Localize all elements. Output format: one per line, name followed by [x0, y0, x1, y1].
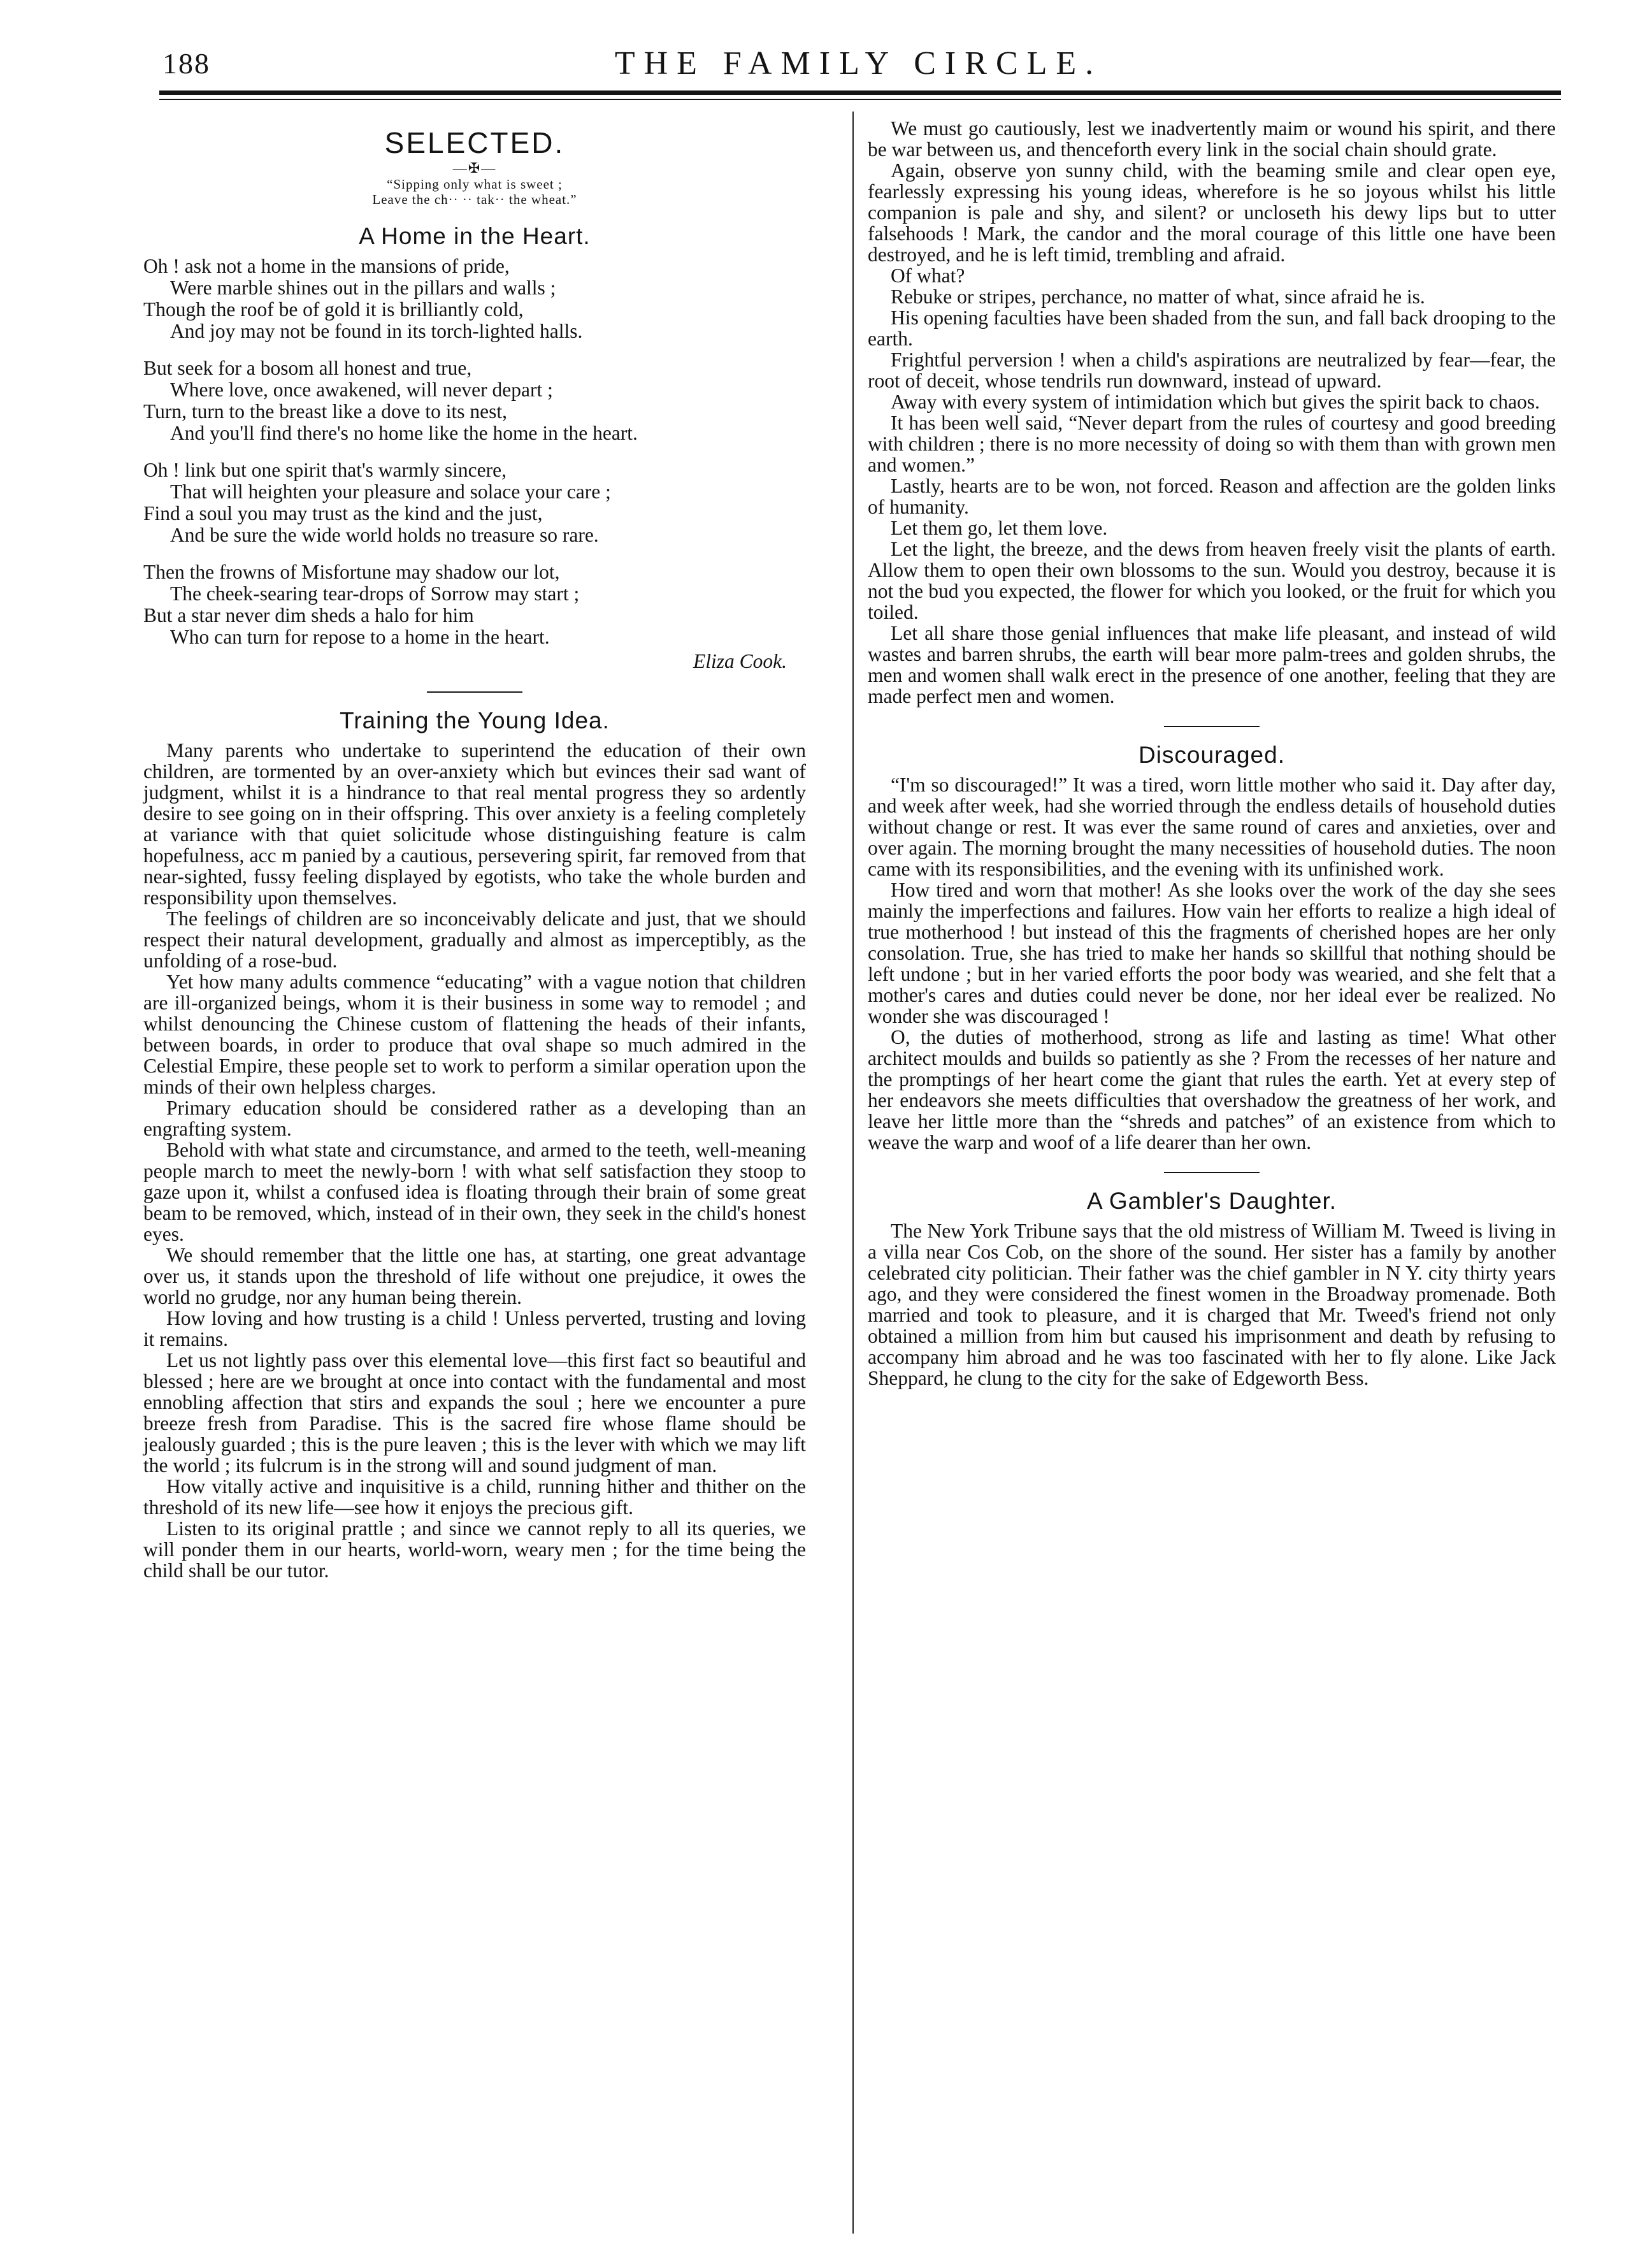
paragraph: Again, observe yon sunny child, with the beaming smile and clear open eye, fearlessly expressing his young ideas, wherefore is he so joyous whilst his little companion is pale and shy, and silent? or uncloseth his dewy lips but to utter falsehoods ! Mark, the candor and the moral courage of this little one have been destroyed, and he is left timid, trembling and afraid.: [868, 159, 1556, 266]
training-body: [143, 740, 806, 1581]
verse-line: Oh ! ask not a home in the mansions of pride,: [143, 255, 510, 277]
verse-line: Then the frowns of Misfortune may shadow our lot,: [143, 561, 560, 583]
discouraged-title: Discouraged.: [1138, 742, 1285, 768]
header-rule-thin: [159, 99, 1561, 100]
discouraged-body: [868, 774, 1556, 1153]
training-continued: [868, 118, 1556, 707]
verse-line: Oh ! link but one spirit that's warmly sincere,: [143, 459, 506, 481]
paragraph: Many parents who undertake to superintend the education of their own children, are tormented by an over-anxiety which but evinces their sad want of judgment, whilst it is a hindrance to that real mental progress they so ardently desire to see going on in their offspring. This over anxiety is a feeling completely at variance with that quiet solicitude whose distinguishing feature is calm hopefulness, acc m panied by a cautious, persevering spirit, far removed from that near-sighted, fussy feeling displayed by egotists, who take the whole burden and responsibility upon themselves.: [143, 739, 806, 909]
article-separator: [1164, 726, 1260, 727]
paragraph: The feelings of children are so inconceivably delicate and just, that we should respect their natural development, gradually and almost as imperceptibly, as the unfolding of a rose-bud.: [143, 907, 806, 972]
poem: [143, 256, 806, 672]
verse-line: Where love, once awakened, will never depart ;: [170, 379, 553, 401]
verse-line: Though the roof be of gold it is brilliantly cold,: [143, 298, 524, 321]
poem-title: A Home in the Heart.: [359, 223, 591, 249]
verse-line: Turn, turn to the breast like a dove to its nest,: [143, 400, 508, 423]
page-header: [162, 45, 1555, 89]
verse-line: That will heighten your pleasure and solace your care ;: [170, 480, 611, 503]
verse-line: Find a soul you may trust as the kind and the just,: [143, 502, 543, 524]
paragraph: Behold with what state and circumstance, and armed to the teeth, well-meaning people march to meet the newly-born ! with what self satisfaction they stoop to gaze upon it, whilst a confused idea is floating through their brain of some great beam to be removed, which, instead of in their own, they seek in the child's honest eyes.: [143, 1139, 806, 1245]
paragraph: How loving and how trusting is a child ! Unless perverted, trusting and loving it remains.: [143, 1307, 806, 1350]
paragraph: His opening faculties have been shaded from the sun, and fall back drooping to the earth.: [868, 307, 1556, 350]
stanza: [143, 256, 806, 342]
article-separator: [1164, 1172, 1260, 1173]
verse-line: And you'll find there's no home like the home in the heart.: [170, 422, 638, 444]
verse-line: The cheek-searing tear-drops of Sorrow may start ;: [170, 582, 580, 605]
right-column: [868, 118, 1556, 1389]
paragraph: We must go cautiously, lest we inadvertently maim or wound his spirit, and there be war between us, and thenceforth every link in the social chain should grate.: [868, 117, 1556, 161]
verse-line: Who can turn for repose to a home in the heart.: [170, 626, 550, 648]
paragraph: Away with every system of intimidation which but gives the spirit back to chaos.: [891, 391, 1540, 413]
paragraph: Rebuke or stripes, perchance, no matter of what, since afraid he is.: [891, 285, 1425, 308]
paragraph: Let them go, let them love.: [891, 517, 1108, 539]
verse-line: But seek for a bosom all honest and true,: [143, 357, 472, 379]
paragraph: Let the light, the breeze, and the dews from heaven freely visit the plants of earth. Allow them to open their own blossoms to the sun. Would you destroy, because it is not the bud you expected, the flower for which you looked, or the fruit for which you toiled.: [868, 538, 1556, 623]
paragraph: How tired and worn that mother! As she looks over the work of the day she sees mainly the imperfections and failures. How vain her efforts to realize a high ideal of true motherhood ! but instead of this the fragments of cherished hopes are her only consolation. True, she has tried to make her hands so skillful that nothing should be left undone ; but in her varied efforts the poor body was wearied, and she felt that a mother's cares and duties could never be done, nor her ideal ever be realized. No wonder she was discouraged !: [868, 879, 1556, 1027]
stanza: [143, 358, 806, 444]
gambler-body: [868, 1220, 1556, 1389]
paragraph: Frightful perversion ! when a child's aspirations are neutralized by fear—fear, the root of deceit, whose tendrils run downward, instead of upward.: [868, 349, 1556, 392]
paragraph: It has been well said, “Never depart from the rules of courtesy and good breeding with children ; there is no more necessity of doing so with them than with grown men and women.”: [868, 412, 1556, 476]
verse-line: Were marble shines out in the pillars and walls ;: [170, 277, 556, 299]
article-separator: [427, 691, 522, 693]
paragraph: Primary education should be considered rather as a developing than an engrafting system.: [143, 1097, 806, 1140]
paragraph: O, the duties of motherhood, strong as life and lasting as time! What other architect moulds and builds so patiently as she ? From the recesses of her nature and the promptings of her heart come the giant that rules the earth. Yet at every step of her endeavors she meets difficulties that overshadow the greatness of her work, and leave her little more than the “shreds and patches” of an existence from which to weave the warp and woof of a life dearer than her own.: [868, 1026, 1556, 1153]
stanza: [143, 561, 806, 648]
poem-author: Eliza Cook.: [693, 650, 787, 672]
motto-line-2: Leave the ch·· ·· tak·· the wheat.”: [372, 192, 577, 207]
motto-line-1: “Sipping only what is sweet ;: [387, 177, 563, 192]
verse-line: And joy may not be found in its torch-lighted halls.: [170, 320, 583, 342]
header-rule-thick: [159, 90, 1561, 95]
column-divider: [852, 112, 854, 2234]
gambler-title: A Gambler's Daughter.: [1086, 1188, 1337, 1214]
paragraph: How vitally active and inquisitive is a child, running hither and thither on the threshold of its new life—see how it enjoys the precious gift.: [143, 1475, 806, 1519]
paragraph: Let all share those genial influences that make life pleasant, and instead of wild wastes and barren shrubs, the earth will bear more palm-trees and golden shrubs, the men and women shall walk erect in the presence of one another, feeling that they are made perfect men and women.: [868, 622, 1556, 707]
paragraph: We should remember that the little one has, at starting, one great advantage over us, it stands upon the threshold of life without one prejudice, it owes the world no grudge, nor any human being therein.: [143, 1244, 806, 1308]
running-head: THE FAMILY CIRCLE.: [614, 45, 1103, 82]
section-title: SELECTED.: [384, 126, 565, 159]
paragraph: Listen to its original prattle ; and since we cannot reply to all its queries, we will ponder them in our hearts, world-worn, weary men ; for the time being the child shall be our tutor.: [143, 1517, 806, 1582]
paragraph: Let us not lightly pass over this elemental love—this first fact so beautiful and blessed ; here are we brought at once into contact with the fundamental and most ennobling affection that stirs and expands the soul ; here we encounter a pure breeze fresh from Paradise. This is the sacred fire whose flame should be jealously guarded ; this is the pure leaven ; this is the lever with which we may lift the world ; its fulcrum is in the strong will and sound judgment of man.: [143, 1349, 806, 1477]
training-title: Training the Young Idea.: [340, 707, 610, 733]
paragraph: Yet how many adults commence “educating” with a vague notion that children are ill-organized beings, whom it is their business in some way to remodel ; and whilst denouncing the Chinese custom of flattening the heads of their infants, between boards, in order to produce that oval shape so much admired in the Celestial Empire, these people set to work to perform a similar operation upon the minds of their own helpless charges.: [143, 971, 806, 1098]
verse-line: And be sure the wide world holds no treasure so rare.: [170, 524, 599, 546]
stanza: [143, 459, 806, 546]
paragraph: The New York Tribune says that the old mistress of William M. Tweed is living in a villa near Cos Cob, on the shore of the sound. Her sister has a family by another celebrated city politician. Their father was the chief gambler in N Y. city thirty years ago, and they were considered the finest women in the Broadway promenade. Both married and took to pleasure, and it is charged that Mr. Tweed's friend not only obtained a million from him but caused his imprisonment and death by refusing to accompany him abroad and he was too fascinated with her to fly alone. Like Jack Sheppard, he clung to the city for the sake of Edgeworth Bess.: [868, 1220, 1556, 1389]
paragraph: Of what?: [891, 264, 965, 287]
paragraph: “I'm so discouraged!” It was a tired, worn little mother who said it. Day after day, and week after week, had she worried through the endless details of household duties without change or rest. It was ever the same round of cares and anxieties, over and over again. The morning brought the many necessities of household duties. The noon came with its responsibilities, and the evening with its unfinished work.: [868, 774, 1556, 880]
paragraph: Lastly, hearts are to be won, not forced. Reason and affection are the golden links of humanity.: [868, 475, 1556, 518]
left-column: [143, 118, 806, 1581]
ornament: —✠—: [452, 160, 497, 176]
page-number: 188: [162, 47, 210, 80]
verse-line: But a star never dim sheds a halo for him: [143, 604, 474, 626]
